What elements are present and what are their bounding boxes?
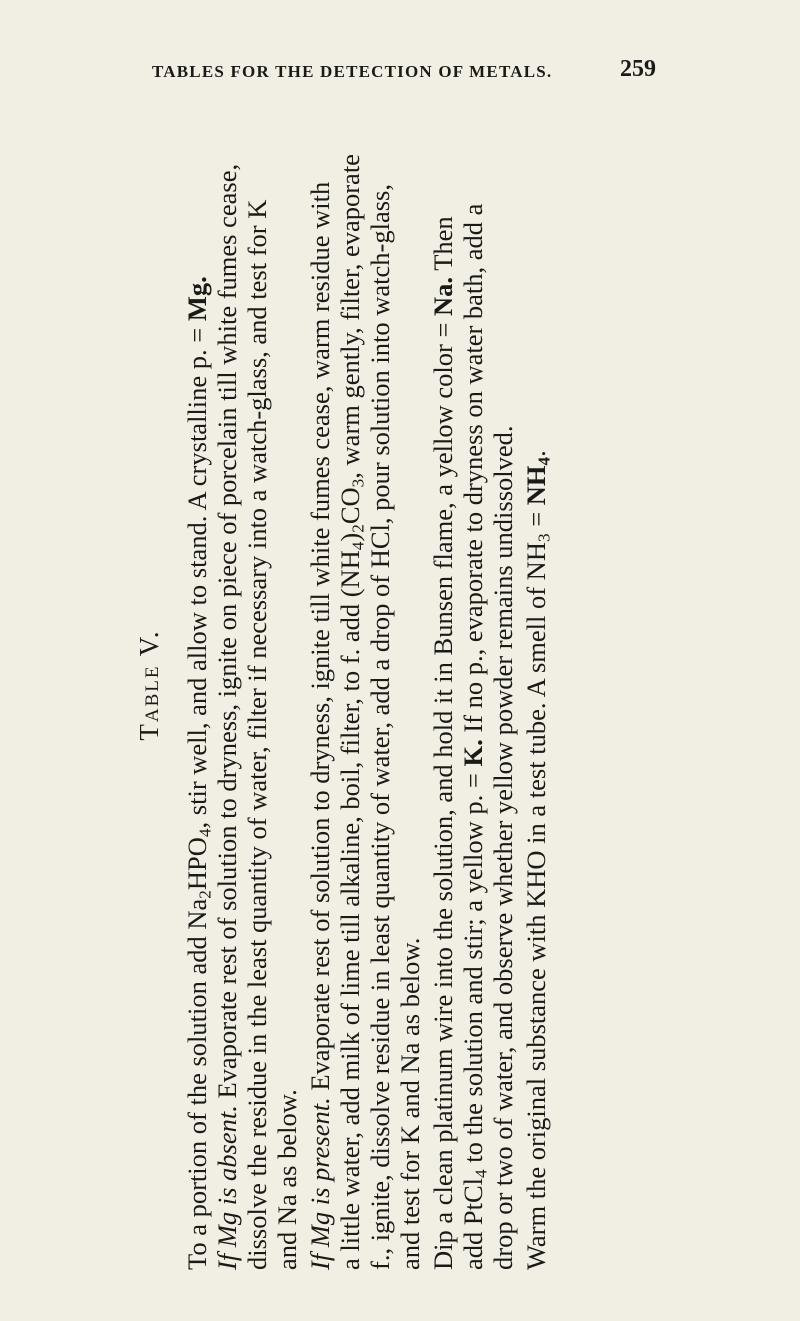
result-k: K. [458,739,488,767]
page-number: 259 [620,56,656,82]
text-line-5: If Mg is present. Evaporate rest of solution to dryness, ignite till white fumes cease, warm residue with [305,181,335,1270]
text-line-3: dissolve the residue in the least quantity of water, filter if necessary into a watch-glass, and test for K [242,199,272,1270]
text-line-4: and Na as below. [272,1089,302,1270]
running-head [0,0,800,100]
result-na: Na. [428,276,458,316]
text-line-10: add PtCl$_4$ to the solution and stir; a yellow p. = K. If no p., evaporate to dryness on water bath, add a [458,203,491,1270]
rotated-table-body [130,100,690,1270]
text-line-2: If Mg is absent. Evaporate rest of solution to dryness, ignite on piece of porcelain till white fumes cease, [212,163,242,1270]
text-line-8: and test for K and Na as below. [395,937,425,1270]
text-line-12: Warm the original substance with KHO in a test tube. A smell of $NH_3 = NH_4$. [521,450,554,1270]
result-mg: Mg. [182,276,212,322]
text-line-7: f., ignite, dissolve residue in least quantity of water, add a drop of HCl, pour solution into watch-glass, [365,184,395,1270]
text-line-9: Dip a clean platinum wire into the solution, and hold it in Bunsen flame, a yellow color = Na. Then [428,216,458,1270]
text-line-11: drop or two of water, and observe whether yellow powder remains undissolved. [488,425,518,1270]
result-nh4: NH [521,465,551,506]
case-mg-absent: If Mg is absent. [212,1105,242,1270]
running-head-title: TABLES FOR THE DETECTION OF METALS. [152,62,553,81]
text-line-6: a little water, add milk of lime till alkaline, boil, filter, to f. add $(NH_4)_2CO_3$, warm gently, filter, evaporate [335,154,368,1270]
table-title: Table V. [134,629,164,741]
text-line-1: To a portion of the solution add $Na_2HPO_4$, stir well, and allow to stand. A crystalline p. = Mg. [182,276,215,1270]
case-mg-present: If Mg is present. [305,1097,335,1270]
